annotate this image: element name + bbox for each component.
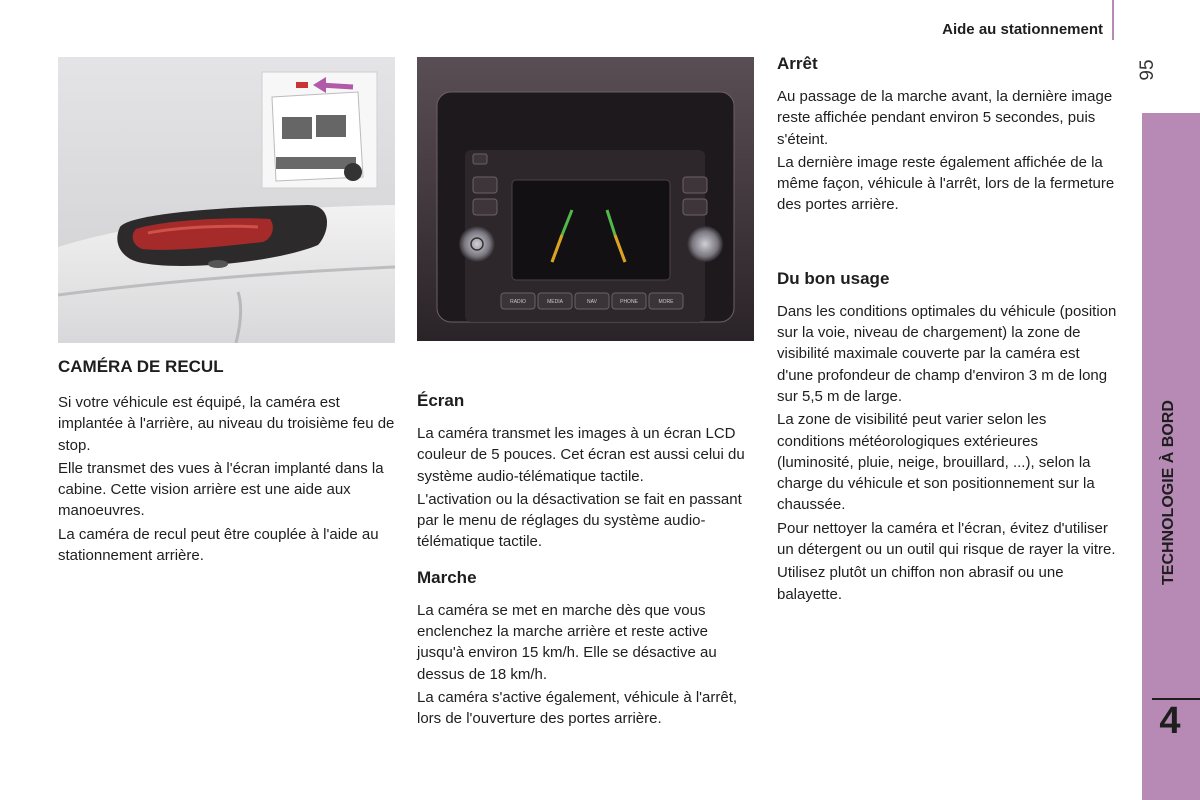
column-2 bbox=[417, 390, 757, 730]
section-heading-marche: Marche bbox=[417, 567, 477, 587]
paragraph: La dernière image reste également affichée de la même façon, véhicule à l'arrêt, lors de la fermeture des portes arrière. bbox=[777, 153, 1115, 214]
section-heading-ecran: Écran bbox=[417, 391, 465, 410]
dashboard-screen-illustration bbox=[417, 57, 754, 341]
running-header: Aide au stationnement bbox=[942, 21, 1103, 38]
paragraph: Elle transmet des vues à l'écran implanté dans la cabine. Cette vision arrière est une aide aux manoeuvres. bbox=[58, 459, 384, 520]
paragraph: Si votre véhicule est équipé, la caméra est implantée à l'arrière, au niveau du troisième feu de stop. bbox=[58, 394, 395, 454]
radio-button-label: RADIO bbox=[510, 299, 526, 305]
paragraph: Pour nettoyer la caméra et l'écran, évitez d'utiliser un détergent ou un outil qui risque de rayer la vitre. bbox=[777, 519, 1116, 559]
van-rear-camera-icon bbox=[58, 57, 395, 343]
section-heading-bon-usage: Du bon usage bbox=[777, 268, 890, 288]
paragraph: La caméra transmet les images à un écran LCD couleur de 5 pouces. Cet écran est aussi celui du système audio-télématique tactile. bbox=[417, 425, 745, 485]
column-3 bbox=[777, 53, 1117, 605]
section-heading-camera: CAMÉRA DE RECUL bbox=[58, 357, 224, 376]
paragraph: La zone de visibilité peut varier selon les conditions météorologiques extérieures (luminosité, pluie, neige, brouillard, ...), selon la charge du véhicule et son positionnement sur la chaussée. bbox=[777, 411, 1095, 514]
screen-bottom-buttons bbox=[501, 294, 683, 310]
paragraph: Dans les conditions optimales du véhicule (position sur la voie, niveau de chargement) la zone de visibilité maximale couverte par la caméra est d'une profondeur de champ d'environ 3 m de long sur 5,5 m de large. bbox=[777, 302, 1117, 405]
paragraph: L'activation ou la désactivation se fait en passant par le menu de réglages du système audio-télématique tactile. bbox=[417, 490, 742, 551]
more-button-label: MORE bbox=[658, 299, 674, 305]
rear-camera-illustration bbox=[58, 57, 395, 343]
nav-button-label: NAV bbox=[587, 299, 597, 305]
chapter-title-text: TECHNOLOGIE À BORD bbox=[1160, 400, 1177, 585]
header-rule bbox=[1112, 0, 1114, 40]
paragraph: Au passage de la marche avant, la dernière image reste affichée pendant environ 5 secondes, puis s'éteint. bbox=[777, 88, 1113, 148]
paragraph: La caméra s'active également, véhicule à l'arrêt, lors de l'ouverture des portes arrière. bbox=[417, 688, 738, 728]
paragraph: La caméra de recul peut être couplée à l'aide au stationnement arrière. bbox=[58, 525, 379, 565]
media-button-label: MEDIA bbox=[547, 299, 563, 305]
phone-button-label: PHONE bbox=[620, 299, 638, 305]
chapter-number: 4 bbox=[1159, 700, 1181, 742]
column-1 bbox=[58, 356, 398, 566]
paragraph: Utilisez plutôt un chiffon non abrasif ou une balayette. bbox=[777, 564, 1064, 603]
page-number: 95 bbox=[1137, 59, 1158, 81]
paragraph: La caméra se met en marche dès que vous enclenchez la marche arrière et reste active jusqu'à environ 15 km/h. Elle se désactive au dessus de 18 km/h. bbox=[417, 601, 717, 683]
section-heading-arret: Arrêt bbox=[777, 54, 818, 73]
